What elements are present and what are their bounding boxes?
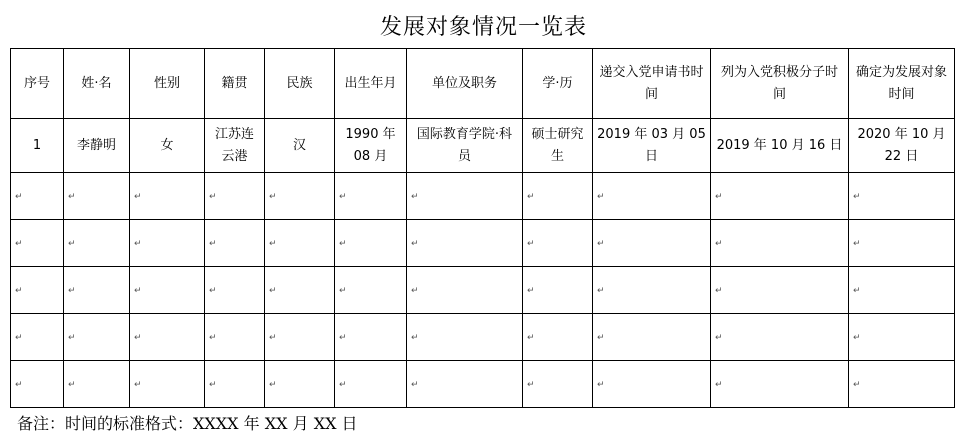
paragraph-mark-icon: ↵ (597, 191, 605, 202)
empty-cell (265, 361, 335, 408)
paragraph-mark-icon: ↵ (411, 191, 419, 202)
paragraph-mark-icon: ↵ (715, 191, 723, 202)
table-cell: 江苏连云港 (205, 119, 265, 173)
empty-cell (130, 267, 205, 314)
paragraph-mark-icon: ↵ (134, 332, 142, 343)
empty-cell (711, 361, 849, 408)
paragraph-mark-icon: ↵ (339, 191, 347, 202)
table-cell: 2019 年 03 月 05 日 (593, 119, 711, 173)
empty-cell (335, 220, 407, 267)
empty-cell (265, 173, 335, 220)
paragraph-mark-icon: ↵ (15, 285, 23, 296)
empty-cell (205, 173, 265, 220)
table-cell: 1 (11, 119, 64, 173)
table-cell: 国际教育学院·科员 (407, 119, 523, 173)
paragraph-mark-icon: ↵ (715, 285, 723, 296)
paragraph-mark-icon: ↵ (68, 332, 76, 343)
paragraph-mark-icon: ↵ (209, 238, 217, 249)
paragraph-mark-icon: ↵ (715, 379, 723, 390)
paragraph-mark-icon: ↵ (527, 238, 535, 249)
empty-cell (11, 220, 64, 267)
paragraph-mark-icon: ↵ (527, 191, 535, 202)
header-cell: 性别 (130, 49, 205, 119)
empty-cell (64, 314, 130, 361)
header-cell: 序号 (11, 49, 64, 119)
empty-cell (593, 361, 711, 408)
empty-cell (523, 173, 593, 220)
paragraph-mark-icon: ↵ (339, 238, 347, 249)
paragraph-mark-icon: ↵ (68, 238, 76, 249)
empty-cell (523, 267, 593, 314)
empty-cell (11, 267, 64, 314)
header-cell: 学·历 (523, 49, 593, 119)
paragraph-mark-icon: ↵ (597, 379, 605, 390)
empty-cell (523, 220, 593, 267)
empty-cell (205, 361, 265, 408)
empty-cell (205, 267, 265, 314)
paragraph-mark-icon: ↵ (15, 191, 23, 202)
header-cell: 确定为发展对象时间 (849, 49, 955, 119)
paragraph-mark-icon: ↵ (597, 238, 605, 249)
paragraph-mark-icon: ↵ (209, 191, 217, 202)
header-cell: 姓·名 (64, 49, 130, 119)
empty-table-row (11, 220, 955, 267)
empty-cell (265, 267, 335, 314)
candidate-table (10, 48, 955, 408)
empty-cell (64, 267, 130, 314)
paragraph-mark-icon: ↵ (597, 285, 605, 296)
empty-cell (335, 267, 407, 314)
paragraph-mark-icon: ↵ (134, 285, 142, 296)
empty-table-row (11, 267, 955, 314)
table-cell: 汉 (265, 119, 335, 173)
paragraph-mark-icon: ↵ (134, 238, 142, 249)
empty-cell (335, 361, 407, 408)
empty-cell (407, 173, 523, 220)
empty-cell (64, 361, 130, 408)
header-cell: 递交入党申请书时间 (593, 49, 711, 119)
paragraph-mark-icon: ↵ (15, 238, 23, 249)
empty-cell (130, 220, 205, 267)
table-header-row (11, 49, 955, 119)
paragraph-mark-icon: ↵ (411, 285, 419, 296)
empty-cell (205, 314, 265, 361)
paragraph-mark-icon: ↵ (68, 191, 76, 202)
paragraph-mark-icon: ↵ (339, 379, 347, 390)
empty-cell (64, 173, 130, 220)
empty-cell (407, 267, 523, 314)
empty-cell (265, 314, 335, 361)
paragraph-mark-icon: ↵ (339, 285, 347, 296)
paragraph-mark-icon: ↵ (209, 332, 217, 343)
empty-cell (407, 361, 523, 408)
empty-cell (523, 314, 593, 361)
empty-cell (849, 314, 955, 361)
paragraph-mark-icon: ↵ (339, 332, 347, 343)
paragraph-mark-icon: ↵ (68, 285, 76, 296)
empty-cell (711, 267, 849, 314)
paragraph-mark-icon: ↵ (527, 285, 535, 296)
paragraph-mark-icon: ↵ (269, 238, 277, 249)
paragraph-mark-icon: ↵ (209, 379, 217, 390)
empty-cell (407, 314, 523, 361)
empty-rows (11, 173, 955, 408)
paragraph-mark-icon: ↵ (597, 332, 605, 343)
table-row (11, 119, 955, 173)
empty-cell (593, 314, 711, 361)
empty-cell (849, 361, 955, 408)
paragraph-mark-icon: ↵ (68, 379, 76, 390)
paragraph-mark-icon: ↵ (269, 379, 277, 390)
paragraph-mark-icon: ↵ (269, 332, 277, 343)
empty-cell (335, 314, 407, 361)
paragraph-mark-icon: ↵ (411, 332, 419, 343)
header-cell: 出生年月 (335, 49, 407, 119)
table-cell: 2020 年 10 月 22 日 (849, 119, 955, 173)
header-cell: 单位及职务 (407, 49, 523, 119)
empty-cell (711, 314, 849, 361)
empty-cell (11, 314, 64, 361)
header-cell: 民族 (265, 49, 335, 119)
paragraph-mark-icon: ↵ (15, 332, 23, 343)
paragraph-mark-icon: ↵ (134, 379, 142, 390)
paragraph-mark-icon: ↵ (715, 332, 723, 343)
empty-table-row (11, 173, 955, 220)
paragraph-mark-icon: ↵ (853, 285, 861, 296)
empty-cell (64, 220, 130, 267)
paragraph-mark-icon: ↵ (209, 285, 217, 296)
paragraph-mark-icon: ↵ (853, 379, 861, 390)
table-cell: 2019 年 10 月 16 日 (711, 119, 849, 173)
empty-cell (849, 220, 955, 267)
empty-cell (335, 173, 407, 220)
empty-cell (11, 173, 64, 220)
table-cell: 硕士研究生 (523, 119, 593, 173)
empty-cell (711, 173, 849, 220)
empty-cell (205, 220, 265, 267)
empty-cell (130, 173, 205, 220)
paragraph-mark-icon: ↵ (269, 191, 277, 202)
paragraph-mark-icon: ↵ (715, 238, 723, 249)
empty-cell (11, 361, 64, 408)
paragraph-mark-icon: ↵ (853, 191, 861, 202)
empty-cell (407, 220, 523, 267)
paragraph-mark-icon: ↵ (527, 332, 535, 343)
empty-cell (849, 267, 955, 314)
footnote: 备注：时间的标准格式：XXXX 年 XX 月 XX 日 (17, 414, 358, 433)
table-cell: 女 (130, 119, 205, 173)
empty-cell (593, 220, 711, 267)
table-cell: 1990 年 08 月 (335, 119, 407, 173)
table-cell: 李静明 (64, 119, 130, 173)
empty-cell (130, 314, 205, 361)
paragraph-mark-icon: ↵ (411, 238, 419, 249)
header-cell: 列为入党积极分子时间 (711, 49, 849, 119)
document-title: 发展对象情况一览表 (379, 15, 587, 40)
paragraph-mark-icon: ↵ (527, 379, 535, 390)
empty-cell (593, 173, 711, 220)
empty-cell (130, 361, 205, 408)
empty-cell (523, 361, 593, 408)
empty-cell (849, 173, 955, 220)
empty-cell (265, 220, 335, 267)
paragraph-mark-icon: ↵ (15, 379, 23, 390)
header-cell: 籍贯 (205, 49, 265, 119)
empty-table-row (11, 361, 955, 408)
empty-cell (593, 267, 711, 314)
empty-table-row (11, 314, 955, 361)
empty-cell (711, 220, 849, 267)
paragraph-mark-icon: ↵ (269, 285, 277, 296)
paragraph-mark-icon: ↵ (853, 238, 861, 249)
paragraph-mark-icon: ↵ (134, 191, 142, 202)
paragraph-mark-icon: ↵ (411, 379, 419, 390)
paragraph-mark-icon: ↵ (853, 332, 861, 343)
